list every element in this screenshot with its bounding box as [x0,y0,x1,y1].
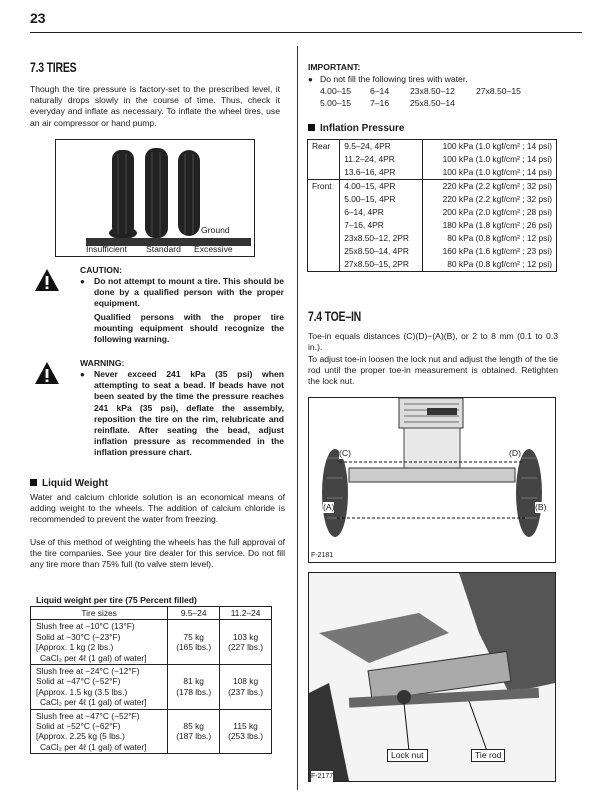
figure-id-f2177: F-2177 [311,771,333,782]
label-b: (B) [535,502,547,512]
caution-title: CAUTION: [80,265,123,275]
text-cell: 6–14, 4PR [340,206,423,219]
text-cell: 11.2–24, 4PR [340,153,423,166]
text-cell: CaCl₂ per 4ℓ (1 gal) of water] [40,741,147,752]
text-cell: 23x8.50–12 [410,86,455,96]
toe-in-figure [308,397,556,563]
tires-intro: Though the tire pressure is factory-set to the prescribed level, it naturally drops slowly in the course of time. Thus, check it everyday and inflate as necessary. To inflate the wheel tires, use an air compressor or hand pump. [30,84,280,128]
tire-list-row1 [320,86,521,97]
text-cell: 27x8.50–15 [476,86,521,96]
label-insufficient: Insufficient [86,244,127,254]
section-title-tires: 7.3 TIRES [30,59,77,75]
lock-nut-label: Lock nut [387,749,428,762]
tire-illustration [56,140,254,256]
text-cell: (165 lbs.) [176,642,212,653]
inflation-pressure-heading: Inflation Pressure [308,123,404,134]
section-title-toe-in: 7.4 TOE–IN [308,308,362,324]
group-rear: Rear [312,141,331,151]
liquid-weight-table [30,606,272,754]
text-cell: [Approx. 1 kg (2 lbs.) [36,642,114,653]
text-cell: [Approx. 1.5 kg (3.5 lbs.) [36,686,128,697]
toe-in-para1: Toe-in equals distances (C)(D)−(A)(B), or 2 to 8 mm (0.1 to 0.3 in.). [308,331,558,353]
text-cell: Solid at −47°C (−52°F) [36,676,121,687]
group-front: Front [308,180,340,272]
table-row [31,709,272,754]
warning-title: WARNING: [80,358,125,368]
text-cell: 100 kPa (1.0 kgf/cm² ; 14 psi) [423,153,557,166]
tie-rod-illustration [309,573,555,781]
text-cell: (237 lbs.) [228,686,264,697]
label-excessive: Excessive [194,244,233,254]
important-title: IMPORTANT: [308,62,361,72]
text-cell: (227 lbs.) [228,642,264,653]
text-cell: Slush free at −24°C (−12°F) [36,666,140,677]
text-cell: 5.00–15, 4PR [340,193,423,206]
text-cell: 81 kg [183,676,204,687]
text-cell: 27x8.50–15, 2PR [340,258,423,272]
text-cell: CaCl₂ per 4ℓ (1 gal) of water] [40,652,147,663]
label-standard: Standard [146,244,181,254]
tire-list-row2 [320,98,455,109]
text-cell: 160 kPa (1.6 kgf/cm² ; 23 psi) [423,245,557,258]
ground-label: Ground [201,225,230,235]
text-cell: 80 kPa (0.8 kgf/cm² ; 12 psi) [423,258,557,272]
tie-rod-label: Tie rod [471,749,505,762]
table-row [31,620,272,665]
text-cell: 180 kPa (1.8 kgf/cm² ; 26 psi) [423,219,557,232]
text-cell: 25x8.50–14, 4PR [340,245,423,258]
figure-id-f2181: F-2181 [311,552,334,559]
text-cell: 100 kPa (1.0 kgf/cm² ; 14 psi) [423,140,557,154]
text-cell: 9.5–24, 4PR [340,140,423,154]
text-cell: (178 lbs.) [176,686,212,697]
text-cell: 75 kg [183,631,204,642]
label-a: (A) [323,502,335,512]
caution-text: Do not attempt to mount a tire. This should be done by a qualified person with the proper equipment. [94,276,284,309]
liquid-weight-para1: Water and calcium chloride solution is an economical means of adding weight to the wheels. The addition of calcium chloride is recommended to prevent the water from freezing. [30,492,285,525]
text-cell: 13.6–16, 4PR [340,166,423,180]
text-cell: 85 kg [183,721,204,732]
label-c: (C) [339,448,351,458]
header-rule [30,32,582,33]
tie-rod-figure [308,572,556,782]
text-cell: 200 kPa (2.0 kgf/cm² ; 28 psi) [423,206,557,219]
text-cell: 100 kPa (1.0 kgf/cm² ; 14 psi) [423,166,557,180]
liquid-weight-heading: Liquid Weight [30,478,108,489]
caution-triangle-icon [34,268,60,292]
text-cell: 103 kg [232,631,259,642]
tire-pressure-figure [55,139,255,257]
text-cell: 23x8.50–12, 2PR [340,232,423,245]
liquid-weight-table-title: Liquid weight per tire (75 Percent filled) [36,595,197,605]
text-cell: 4.00–15, 4PR [340,180,423,194]
liquid-weight-para2: Use of this method of weighting the wheels has the full approval of the tire companies. See your tire dealer for this service. Do not fill any tire more than 75% full (to valve stem level). [30,537,285,570]
text-cell: 7–16, 4PR [340,219,423,232]
text-cell: (187 lbs.) [176,731,212,742]
text-cell: [Approx. 2.25 kg (5 lbs.) [36,731,125,742]
tractor-front-illustration [309,398,555,562]
text-cell: 6–14 [370,86,390,96]
warning-triangle-icon [34,361,60,385]
text-cell: 5.00–15 [320,98,352,108]
text-cell: Slush free at −47°C (−52°F) [36,710,140,721]
text-cell: 115 kg [233,721,258,732]
header-11-2-24: 11.2–24 [220,607,272,620]
text-cell: 108 kg [232,676,259,687]
text-cell: 7–16 [370,98,390,108]
page-number: 23 [30,10,46,26]
text-cell: 220 kPa (2.2 kgf/cm² ; 32 psi) [423,193,557,206]
text-cell: 4.00–15 [320,86,352,96]
text-cell: 220 kPa (2.2 kgf/cm² ; 32 psi) [423,180,557,194]
text-cell: (253 lbs.) [228,731,264,742]
text-cell: 80 kPa (0.8 kgf/cm² ; 12 psi) [423,232,557,245]
toe-in-para2: To adjust toe-in loosen the lock nut and adjust the length of the tie rod until the proper toe-in measurement is obtained. Retighten the lock nut. [308,354,558,387]
caution-followup: Qualified persons with the proper tire mounting equipment should recognize the following warning. [94,312,284,345]
text-cell: Solid at −52°C (−62°F) [36,721,121,732]
table-row [31,665,272,710]
text-cell: Slush free at −10°C (13°F) [36,621,135,632]
text-cell: 25x8.50–14 [410,98,455,108]
inflation-pressure-table [307,139,557,272]
text-cell: Solid at −30°C (−23°F) [36,631,121,642]
text-cell: CaCl₂ per 4ℓ (1 gal) of water] [40,697,147,708]
header-9-5-24: 9.5–24 [168,607,220,620]
label-d: (D) [509,448,521,458]
header-tire-sizes: Tire sizes [31,607,168,620]
important-text: Do not fill the following tires with water. [320,74,468,84]
warning-text: Never exceed 241 kPa (35 psi) when attempting to seat a bead. If beads have not been seated by the time the pressure reaches 241 kPa (35 psi), deflate the assembly, reposition the tire on the rim, relubricate and reinflate. After seating the bead, adjust inflation pressure as recommended in the inflation pressure chart. [94,369,284,458]
column-divider [297,46,298,790]
